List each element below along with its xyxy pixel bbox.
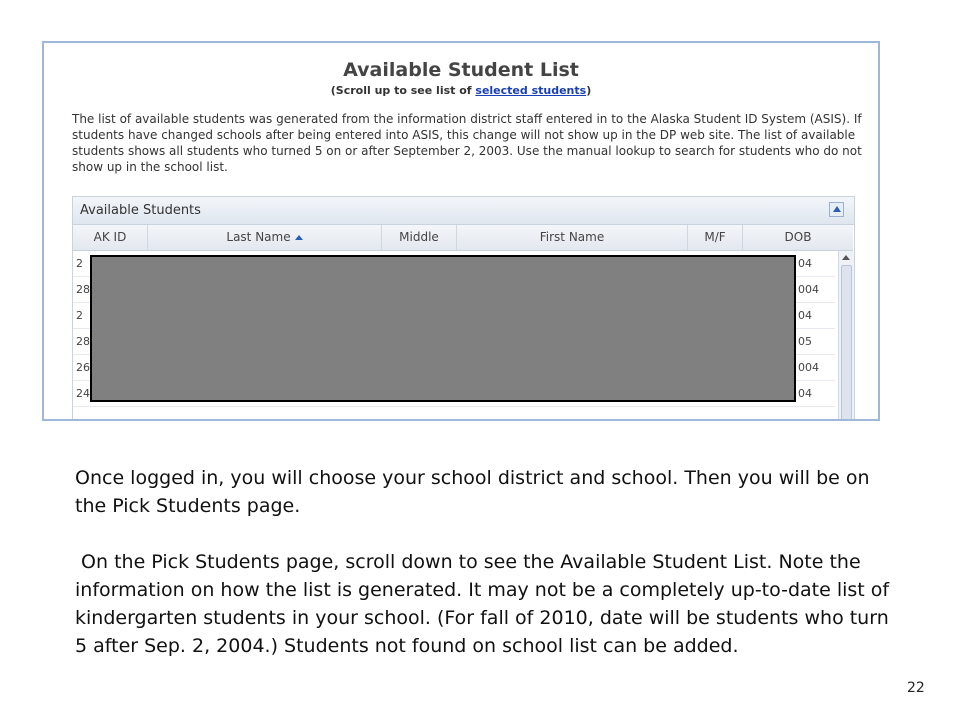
- subtitle-suffix: ): [586, 84, 592, 97]
- row-akid: 28: [76, 283, 90, 296]
- column-header-first-name[interactable]: [457, 225, 688, 250]
- row-dob: 05: [798, 335, 812, 348]
- instructions-paragraph: On the Pick Students page, scroll down to see the Available Student List. Note the information on how the list is generated. It may not be a completely up-to-date list of kindergarten students in your school. (For fall of 2010, date will be students who turn 5 after Sep. 2, 2004.) Students not found on school list can be added.: [75, 551, 896, 657]
- list-description: The list of available students was generated from the information district staff entered in to the Alaska Student ID System (ASIS). If students have changed schools after being entered into ASIS, this change will not show up in the DP web site. The list of available students shows all students who turned 5 on or after September 2, 2003. Use the manual lookup to search for students who do not show up in the school list.: [72, 112, 862, 174]
- scroll-up-icon[interactable]: [842, 255, 850, 260]
- row-dob: 04: [798, 387, 812, 400]
- column-header-mf[interactable]: [688, 225, 743, 250]
- row-dob: 04: [798, 257, 812, 270]
- subtitle-prefix: (Scroll up to see list of: [330, 84, 476, 97]
- row-dob: 004: [798, 283, 819, 296]
- panel-title: Available Students: [80, 203, 201, 218]
- column-header-last-name-label: Last Name: [226, 230, 291, 244]
- intro-paragraph: Once logged in, you will choose your school district and school. Then you will be on the Pick Students page.: [75, 467, 870, 517]
- row-akid: 28: [76, 335, 90, 348]
- vertical-scrollbar[interactable]: [838, 251, 854, 421]
- scroll-thumb[interactable]: [841, 265, 852, 421]
- list-title: Available Student List: [343, 59, 579, 81]
- row-akid: 24: [76, 387, 90, 400]
- column-header-dob[interactable]: [743, 225, 853, 250]
- row-akid: 2: [76, 309, 83, 322]
- collapse-panel-icon[interactable]: [829, 202, 844, 217]
- column-header-last-name[interactable]: [148, 225, 382, 250]
- column-header-akid[interactable]: [73, 225, 148, 250]
- row-akid: 26: [76, 361, 90, 374]
- slide-body-text: [75, 464, 895, 660]
- redaction-box: [90, 255, 796, 402]
- list-subtitle: [44, 84, 878, 97]
- selected-students-link[interactable]: selected students: [475, 84, 587, 97]
- panel-header: [73, 197, 854, 225]
- column-header-row: [73, 225, 853, 251]
- column-header-akid-label: AK ID: [93, 230, 127, 244]
- sort-ascending-icon: [295, 235, 303, 240]
- row-akid: 2: [76, 257, 83, 270]
- row-dob: 04: [798, 309, 812, 322]
- page-number: 22: [907, 680, 925, 696]
- column-header-middle[interactable]: [382, 225, 457, 250]
- column-header-first-name-label: First Name: [539, 230, 605, 244]
- column-header-dob-label: DOB: [784, 230, 812, 244]
- column-header-mf-label: M/F: [704, 230, 726, 244]
- column-header-middle-label: Middle: [399, 230, 439, 244]
- row-dob: 004: [798, 361, 819, 374]
